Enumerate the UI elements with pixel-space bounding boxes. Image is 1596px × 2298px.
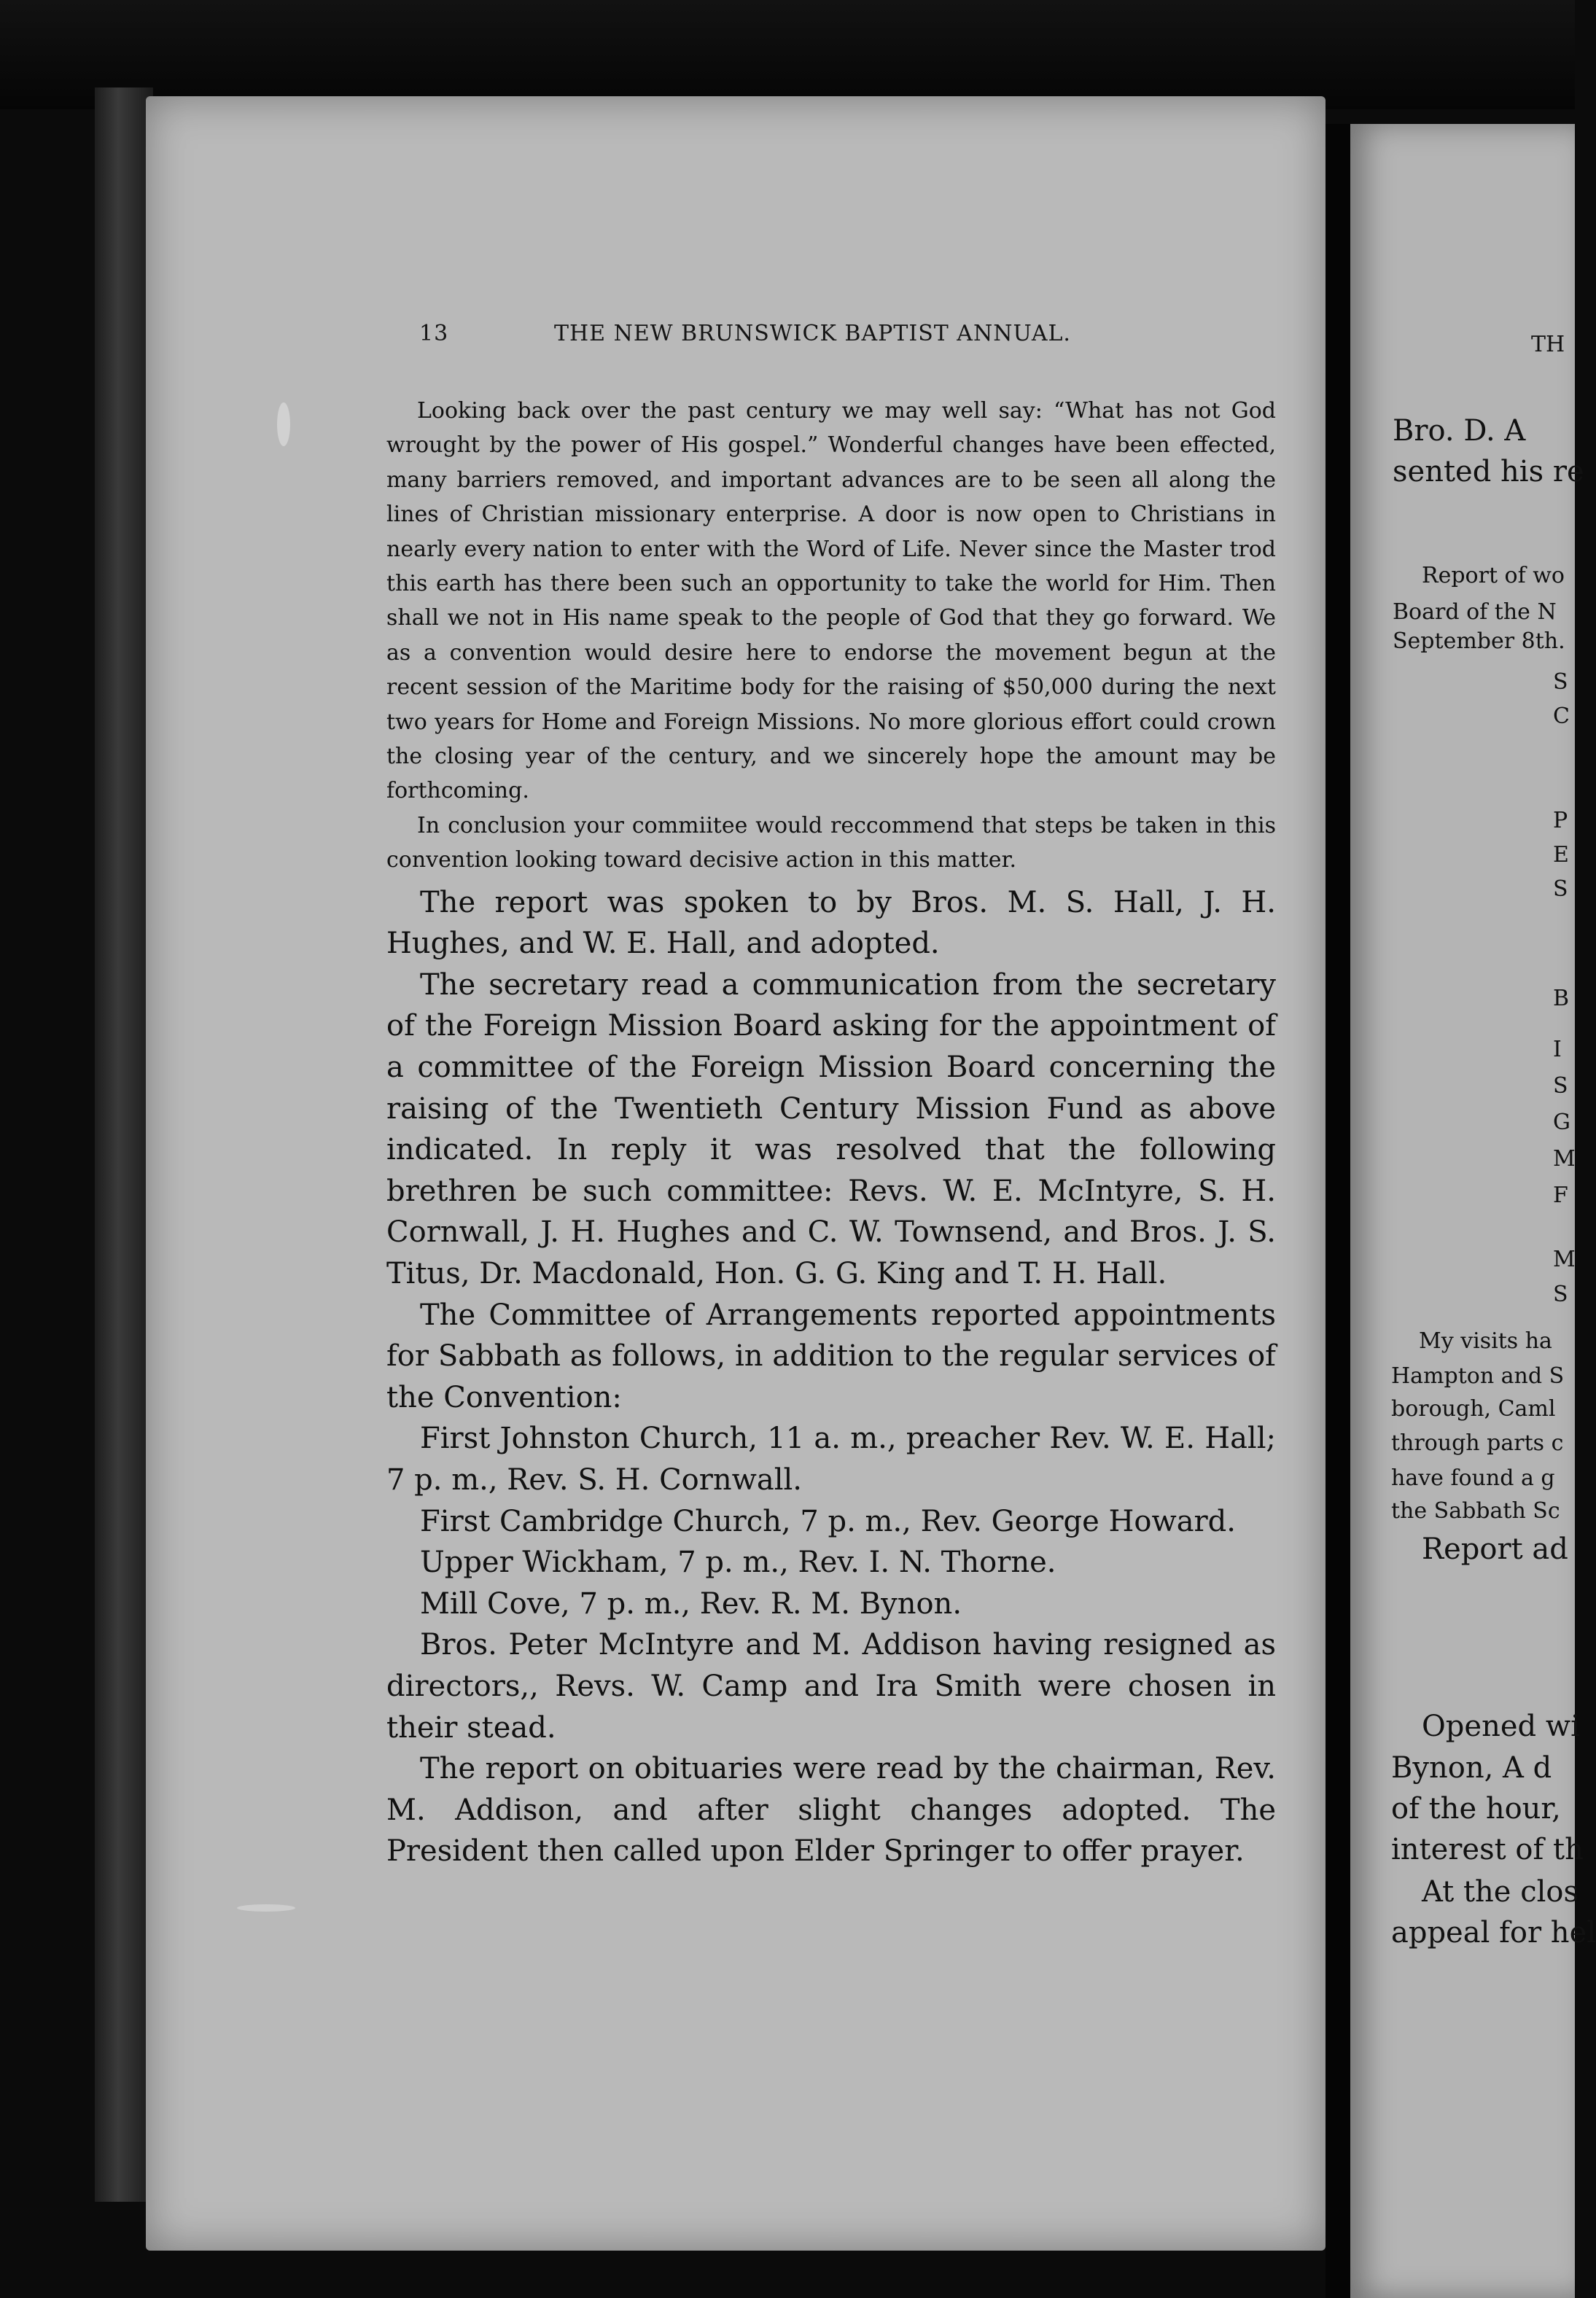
right-page-line: M (1553, 1146, 1576, 1172)
page-stack-edge (95, 87, 153, 2202)
paper-blemish (237, 1904, 295, 1912)
right-page-line: of the hour, (1391, 1792, 1561, 1826)
right-page-line: B (1553, 986, 1570, 1011)
right-page-line: Bynon, A d (1391, 1751, 1552, 1785)
minutes-paragraph: The report was spoken to by Bros. M. S. Hall, J. H. Hughes, and W. E. Hall, and adopted. (386, 885, 1276, 961)
right-page-line: have found a g (1391, 1465, 1555, 1491)
minutes-paragraph: Mill Cove, 7 p. m., Rev. R. M. Bynon. (420, 1586, 962, 1621)
right-page-line: Report ad (1422, 1532, 1568, 1566)
minutes (386, 882, 1276, 1872)
right-page-line: the Sabbath Sc (1391, 1498, 1560, 1524)
right-page-line: through parts c (1391, 1430, 1564, 1456)
minutes-paragraph: The secretary read a communication from the secretary of the Foreign Mission Board asking for the appointment of a committee of the Foreign Mission Board concerning the raising of the Twentieth Century Mission Fund as above indicated. In reply it was resolved that the following brethren be such committee: Revs. W. E. McIntyre, S. H. Cornwall, J. H. Hughes and C. W. Townsend, and Bros. J. S. Titus, Dr. Macdonald, Hon. G. G. King and T. H. Hall. (386, 967, 1276, 1291)
right-page-line: My visits ha (1419, 1328, 1552, 1354)
right-page-line: interest of th (1391, 1833, 1584, 1866)
right-page (1350, 124, 1575, 2298)
paper-blemish (277, 402, 290, 446)
right-page-line: P (1553, 808, 1568, 833)
right-page-line: Board of the N (1393, 599, 1557, 625)
book-gutter (1326, 124, 1350, 2298)
page-number: 13 (419, 321, 449, 346)
right-page-line: Hampton and S (1391, 1363, 1565, 1389)
right-page-line: Bro. D. A (1393, 414, 1526, 448)
page-body (386, 394, 1276, 1872)
minutes-paragraph: Upper Wickham, 7 p. m., Rev. I. N. Thorne. (420, 1546, 1056, 1580)
right-page-line: E (1553, 842, 1569, 868)
running-title: THE NEW BRUNSWICK BAPTIST ANNUAL. (554, 321, 1071, 346)
right-page-line: I (1553, 1037, 1562, 1062)
minutes-paragraph: First Cambridge Church, 7 p. m., Rev. George Howard. (420, 1504, 1236, 1538)
right-page-line: C (1553, 704, 1570, 729)
scan-background (0, 0, 1575, 109)
right-page-line: sented his re (1393, 455, 1584, 488)
report-conclusion: In conclusion your commiitee would reccommend that steps be taken in this convention looking toward decisive action in this matter. (386, 812, 1276, 873)
minutes-paragraph: First Johnston Church, 11 a. m., preacher Rev. W. E. Hall; 7 p. m., Rev. S. H. Cornwall. (386, 1422, 1276, 1497)
right-page-line: M (1553, 1247, 1576, 1272)
report-paragraph: Looking back over the past century we may well say: “What has not God wrought by the power of His gospel.” Wonderful changes have been effected, many barriers removed, and important advances are to be seen all along the lines of Christian missionary enterprise. A door is now open to Christians in nearly every nation to enter with the Word of Life. Never since the Master trod this earth has there been such an opportunity to take the world for Him. Then shall we not in His name speak to the people of God that they go forward. We as a convention would desire here to endorse the movement begun at the recent session of the Maritime body for the raising of $50,000 during the next two years for Home and Foreign Missions. No more glorious effort could crown the closing year of the century, and we sincerely hope the amount may be forthcoming. (386, 398, 1276, 804)
minutes-paragraph: Bros. Peter McIntyre and M. Addison having resigned as directors,, Revs. W. Camp and Ira Smith were chosen in their stead. (386, 1628, 1276, 1745)
minutes-paragraph: The report on obituaries were read by the chairman, Rev. M. Addison, and after slight changes adopted. The President then called upon Elder Springer to offer prayer. (386, 1752, 1276, 1869)
right-page-line: F (1553, 1183, 1568, 1208)
right-page-line: Opened wi (1422, 1710, 1580, 1743)
page-header (255, 321, 1276, 350)
right-page-line: At the clos (1422, 1875, 1579, 1909)
right-page-line: S (1553, 1282, 1568, 1307)
right-page-line: appeal for hel (1391, 1916, 1596, 1950)
right-page-line: S (1553, 876, 1568, 902)
right-page-line: September 8th. (1393, 628, 1565, 654)
right-page-line: S (1553, 669, 1568, 695)
report-excerpt (386, 394, 1276, 878)
right-page-line: borough, Caml (1391, 1396, 1556, 1422)
minutes-paragraph: The Committee of Arrangements reported appointments for Sabbath as follows, in addition to the regular services of the Convention: (386, 1298, 1276, 1414)
right-page-line: TH (1531, 332, 1565, 357)
right-page-line: G (1553, 1110, 1570, 1135)
right-page-line: S (1553, 1073, 1568, 1099)
right-page-line: Report of wo (1422, 563, 1565, 588)
